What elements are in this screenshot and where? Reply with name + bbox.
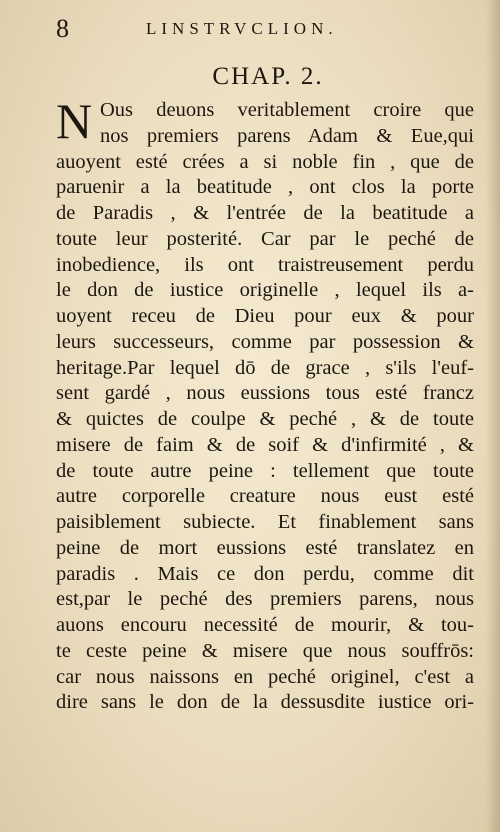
text-line: leurs successeurs, comme par possession &: [56, 330, 474, 353]
text-line: auons encouru necessité de mourir, & tou-: [56, 614, 474, 636]
page-header: [56, 14, 456, 44]
body-text: [56, 93, 474, 716]
text-line: paradis . Mais ce don perdu, comme dit: [56, 562, 474, 585]
running-head: LINSTRVCLION.: [146, 19, 338, 38]
text-line: paruenir a la beatitude , ont clos la porte: [56, 176, 474, 199]
text-line: car nous naissons en peché originel, c'est a: [56, 665, 474, 688]
page-number: 8: [56, 14, 69, 43]
chapter-title: CHAP. 2.: [212, 63, 324, 90]
text-line: dire sans le don de la dessusdite iustice ori-: [56, 691, 474, 714]
text-line: heritage.Par lequel dō de grace , s'ils l'euf-: [56, 356, 474, 379]
text-line: toute leur posterité. Car par le peché de: [56, 227, 474, 250]
drop-cap: N: [56, 93, 93, 149]
text-line: nos premiers parens Adam & Eue,qui: [100, 124, 474, 147]
page-edge-shadow: [486, 0, 500, 832]
text-line: de toute autre peine : tellement que toute: [56, 459, 474, 482]
text-line: auoyent esté crées a si noble fin , que de: [56, 150, 474, 173]
text-line: uoyent receu de Dieu pour eux & pour: [56, 305, 474, 327]
text-line: misere de faim & de soif & d'infirmité , &: [56, 433, 474, 456]
text-line: de Paradis , & l'entrée de la beatitude a: [56, 202, 474, 224]
text-line: peine de mort eussions esté translatez en: [56, 536, 474, 559]
text-line: sent gardé , nous eussions tous esté francz: [56, 382, 474, 405]
text-line: est,par le peché des premiers parens, nous: [56, 588, 474, 611]
text-line: te ceste peine & misere que nous souffrōs:: [56, 639, 474, 662]
text-line: & quictes de coulpe & peché , & de toute: [56, 408, 474, 430]
text-line: le don de iustice originelle , lequel ils a-: [56, 279, 474, 302]
text-line: inobedience, ils ont traistreusement perdu: [56, 253, 474, 276]
text-line: paisiblement subiecte. Et finablement sans: [56, 511, 474, 533]
text-line: Ous deuons veritablement croire que: [100, 99, 474, 121]
text-line: autre corporelle creature nous eust esté: [56, 485, 474, 508]
